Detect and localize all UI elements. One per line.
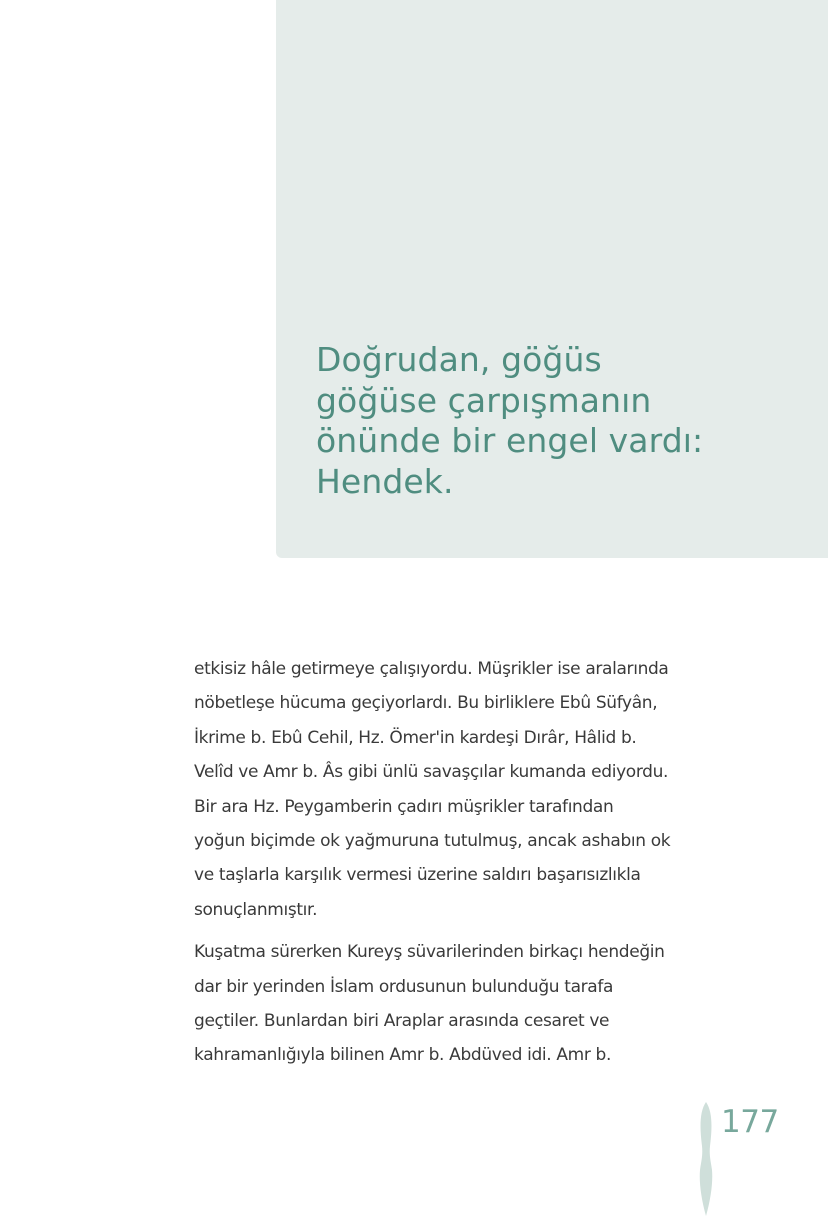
- body-text: [194, 652, 714, 1073]
- paragraph: [194, 935, 714, 1073]
- text-line: nöbetleşe hücuma geçiyorlardı. Bu birliklere Ebû Süfyân,: [194, 693, 658, 714]
- text-line: ve taşlarla karşılık vermesi üzerine saldırı başarısızlıkla: [194, 865, 641, 886]
- pull-quote: [316, 340, 736, 502]
- pull-quote-line: göğüse çarpışmanın: [316, 380, 652, 420]
- text-line: kahramanlığıyla bilinen Amr b. Abdüved idi. Amr b.: [194, 1045, 612, 1066]
- paragraph: [194, 652, 714, 927]
- text-line: Bir ara Hz. Peygamberin çadırı müşrikler tarafından: [194, 796, 614, 817]
- text-line: etkisiz hâle getirmeye çalışıyordu. Müşrikler ise aralarında: [194, 659, 669, 679]
- text-line: İkrime b. Ebû Cehil, Hz. Ömer'in kardeşi Dırâr, Hâlid b.: [194, 727, 637, 748]
- text-line: sonuçlanmıştır.: [194, 899, 318, 920]
- page-ornament-icon: [696, 1100, 716, 1217]
- text-line: Velîd ve Amr b. Âs gibi ünlü savaşçılar kumanda ediyordu.: [194, 762, 669, 783]
- pull-quote-line: önünde bir engel vardı:: [316, 421, 704, 460]
- pull-quote-line: Hendek.: [316, 461, 454, 501]
- text-line: geçtiler. Bunlardan biri Araplar arasında cesaret ve: [194, 1010, 610, 1031]
- text-line: Kuşatma sürerken Kureyş süvarilerinden birkaçı hendeğin: [194, 942, 665, 963]
- pull-quote-line: Doğrudan, göğüs: [316, 340, 602, 379]
- text-line: dar bir yerinden İslam ordusunun bulunduğu tarafa: [194, 976, 614, 997]
- page-number: 177: [721, 1104, 779, 1140]
- text-line: yoğun biçimde ok yağmuruna tutulmuş, ancak ashabın ok: [194, 830, 671, 851]
